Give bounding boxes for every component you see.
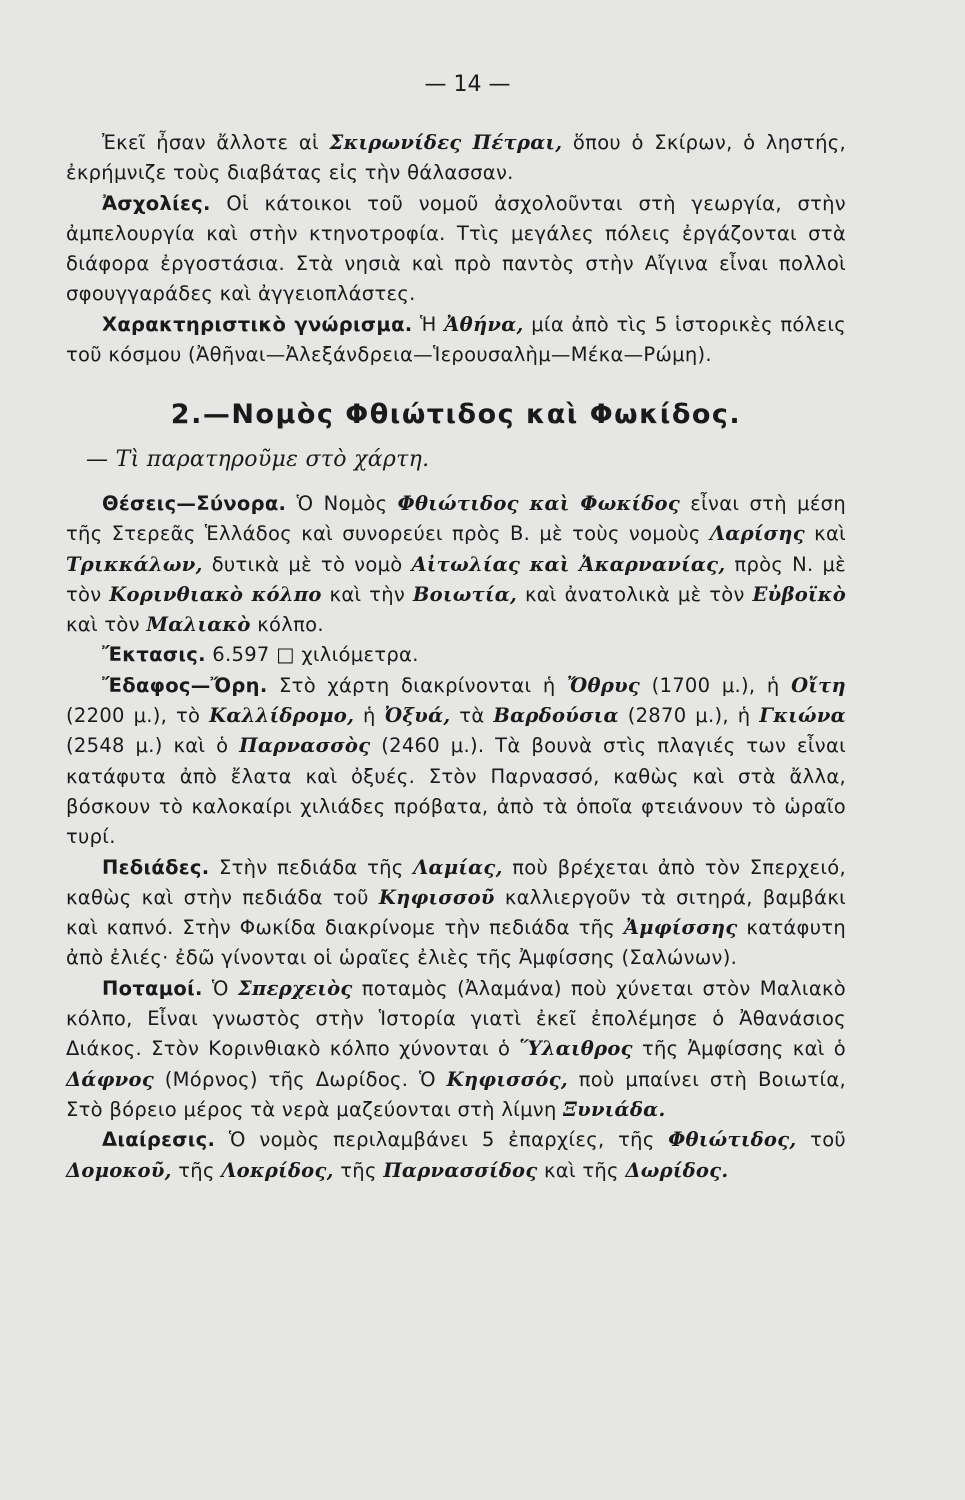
paragraph-heading: Ἔδαφος—Ὄρη. [102, 673, 268, 697]
emphasis-term: Δομοκοῦ, [66, 1158, 172, 1182]
text-run: ὅπου ὁ Σκίρων, ὁ ληστής, ἐκρήμνιζε τοὺς διαβάτας εἰς τὴν θάλασσαν. [66, 131, 846, 185]
paragraph-heading: Ἀσχολίες. [102, 191, 211, 215]
text-run: καὶ τὸν [66, 613, 147, 637]
text-run: (2870 μ.), ἡ [618, 704, 760, 728]
emphasis-term: Παρνασσίδος [383, 1158, 538, 1182]
page-number: — 14 — [424, 72, 511, 97]
emphasis-term: Κηφισσοῦ [378, 885, 495, 909]
text-run: κόλπο. [250, 613, 324, 637]
emphasis-term: Ἀμφίσσης [623, 916, 738, 940]
text-run: (2200 μ.), τὸ [66, 704, 210, 728]
emphasis-term: Λοκρίδος, [221, 1158, 334, 1182]
text-run: καὶ [804, 522, 847, 546]
emphasis-term: Ὕλαιθρος [519, 1037, 633, 1061]
text-run: (2460 μ.). Τὰ βουνὰ στὶς πλαγιές των εἶναι κατάφυτα ἀπὸ ἔλατα καὶ ὀξυές. Στὸν Παρνασσό, καθὼς καὶ στὰ ἄλλα, βόσκουν τὸ καλοκαίρι χιλιάδες πρόβατα, ἀπὸ τὰ ὁποῖα φτειάνουν τὸ ὡραῖο τυρί. [66, 734, 846, 849]
paragraph-heading: Ἔκτασις. [102, 643, 206, 667]
paragraph-heading: Διαίρεσις. [102, 1128, 216, 1152]
text-run: καὶ ἀνατολικὰ μὲ τὸν [517, 582, 753, 606]
emphasis-term: Βοιωτία, [412, 582, 518, 606]
paragraph-heading: Πεδιάδες. [102, 855, 210, 879]
text-run: Ὁ νομὸς περιλαμβάνει 5 ἐπαρχίες, τῆς [215, 1128, 669, 1152]
text-run: ποὺ βρέχεται ἀπὸ τὸν Σπερχειό, καθὼς καὶ στὴν πεδιάδα τοῦ [66, 855, 847, 909]
emphasis-term: Φθιώτιδος καὶ Φωκίδος [397, 491, 681, 515]
paragraph-heading: Χαρακτηριστικὸ γνώρισμα. [102, 312, 413, 336]
emphasis-term: Ἀθήνα, [444, 312, 524, 336]
text-run: (2548 μ.) καὶ ὁ [66, 734, 240, 758]
emphasis-term: Λαμίας, [413, 855, 503, 879]
emphasis-term: Κηφισσός, [446, 1067, 568, 1091]
text-run: τῆς [171, 1158, 222, 1182]
text-run: Ἐκεῖ ἦσαν ἄλλοτε αἱ [102, 131, 330, 154]
emphasis-term: Ξυνιάδα. [563, 1097, 666, 1121]
paragraph-borders [66, 489, 846, 640]
text-run: τὰ [450, 704, 494, 728]
emphasis-term: Μαλιακὸ [146, 613, 251, 637]
emphasis-term: Σκιρωνίδες Πέτραι, [329, 131, 563, 154]
text-run: Ὁ Νομὸς [286, 491, 398, 515]
emphasis-term: Ὀξυά, [384, 704, 451, 728]
text-run: ποταμὸς (Ἀλαμάνα) ποὺ χύνεται στὸν Μαλιακὸ κόλπο, Εἶναι γνωστὸς στὴν Ἱστορία γιατὶ ἐκεῖ ἐπολέμησε ὁ Ἀθανάσιος Διάκος. Στὸν Κορινθιακὸ κόλπο χύνονται ὁ [66, 976, 846, 1061]
paragraph-plains [66, 853, 846, 974]
text-run: ποὺ μπαίνει στὴ Βοιωτία, Στὸ βόρειο μέρος τὰ νερὰ μαζεύονται στὴ λίμνη [66, 1067, 846, 1121]
text-run: τοῦ [796, 1128, 847, 1152]
emphasis-term: Καλλίδρομο, [209, 704, 355, 728]
page-body [66, 128, 846, 1186]
text-run: μία ἀπὸ τὶς 5 ἱστορικὲς πόλεις τοῦ κόσμου (Ἀθῆναι—Ἀλεξάνδρεια—Ἱερουσαλὴμ—Μέκα—Ρώμη). [66, 312, 846, 367]
emphasis-term: Φθιώτιδος, [668, 1128, 797, 1152]
paragraph-occupations [66, 189, 846, 310]
section-title: 2.—Νομὸς Φθιώτιδος καὶ Φωκίδος. [170, 399, 742, 431]
paragraph-heading: Ποταμοί. [102, 976, 203, 1000]
text-run: 6.597 □ χιλιόμετρα. [205, 643, 419, 667]
paragraph-area [66, 640, 846, 670]
emphasis-term: Κορινθιακὸ κόλπο [109, 582, 322, 606]
emphasis-term: Σπερχειὸς [237, 976, 353, 1000]
text-run: τῆς Ἀμφίσσης καὶ ὁ [632, 1037, 846, 1061]
text-run: τῆς [333, 1158, 384, 1182]
text-run: καὶ τῆς [537, 1158, 626, 1182]
text-run: Στὸ χάρτη διακρίνονται ἡ [267, 673, 568, 697]
emphasis-term: Ὄθρυς [567, 673, 641, 697]
section-subtitle: — Τὶ παρατηροῦμε στὸ χάρτη. [86, 446, 430, 472]
text-run: καὶ τὴν [321, 582, 413, 606]
text-run: καλλιεργοῦν τὰ σιτηρά, βαμβάκι καὶ καπνό. Στὴν Φωκίδα διακρίνομε τὴν πεδιάδα τῆς [66, 885, 847, 940]
paragraph-skironides [66, 128, 846, 189]
text-run: Ἡ [412, 312, 445, 336]
text-run: Ὁ [202, 976, 238, 1000]
text-run: (Μόρνος) τῆς Δωρίδος. Ὁ [154, 1067, 447, 1091]
text-run: Στὴν πεδιάδα τῆς [209, 855, 414, 879]
emphasis-term: Δάφνος [66, 1067, 154, 1091]
emphasis-term: Τρικκάλων, [66, 552, 203, 576]
text-run: δυτικὰ μὲ τὸ νομὸ [202, 552, 412, 576]
emphasis-term: Εὐβοϊκὸ [752, 582, 847, 606]
emphasis-term: Δωρίδος. [625, 1158, 729, 1182]
emphasis-term: Βαρδούσια [493, 704, 619, 728]
text-run: εἶναι στὴ μέση τῆς Στερεᾶς Ἑλλάδος καὶ συνορεύει πρὸς Β. μὲ τοὺς νομοὺς [66, 491, 846, 546]
text-run: (1700 μ.), ἡ [640, 673, 792, 697]
paragraph-rivers [66, 974, 846, 1125]
paragraph-heading: Θέσεις—Σύνορα. [102, 491, 287, 515]
text-run: κατάφυτη ἀπὸ ἐλιές· ἐδῶ γίνονται οἱ ὡραῖες ἐλιὲς τῆς Ἀμφίσσης (Σαλώνων). [66, 916, 846, 970]
emphasis-term: Αἰτωλίας καὶ Ἀκαρνανίας, [411, 552, 726, 576]
text-run: ἡ [354, 704, 385, 728]
text-run: Οἱ κάτοικοι τοῦ νομοῦ ἀσχολοῦνται στὴ γεωργία, στὴν ἀμπελουργία καὶ στὴν κτηνοτροφία. Ττὶς μεγάλες πόλεις ἐργάζονται στὰ διάφορα ἐργοστάσια. Στὰ νησιὰ καὶ πρὸ παντὸς στὴν Αἴγινα εἶναι πολλοὶ σφουγγαράδες καὶ ἀγγειοπλάστες. [66, 191, 846, 306]
text-run: πρὸς Ν. μὲ τὸν [66, 552, 847, 606]
emphasis-term: Οἴτη [791, 673, 847, 697]
paragraph-characteristic [66, 310, 846, 371]
emphasis-term: Λαρίσης [709, 522, 805, 546]
paragraph-division [66, 1125, 846, 1186]
emphasis-term: Παρνασσὸς [239, 734, 371, 758]
emphasis-term: Γκιώνα [759, 704, 846, 728]
paragraph-mountains [66, 671, 846, 853]
